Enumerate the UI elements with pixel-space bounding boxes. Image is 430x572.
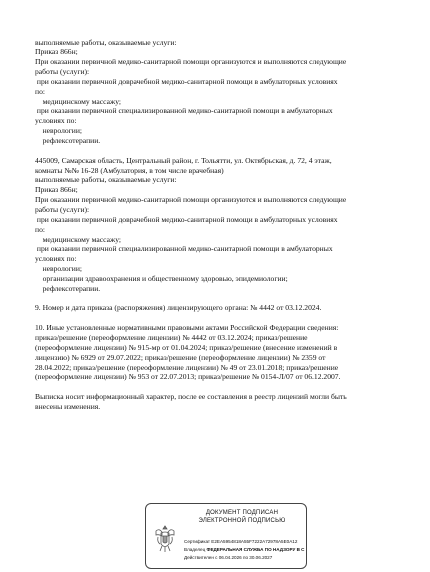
document-line: выполняемые работы, оказываемые услуги: bbox=[35, 37, 177, 47]
document-line: комнаты №№ 16-28 (Амбулатория, в том числе врачебная) bbox=[35, 165, 224, 175]
document-line: Приказ 866н; bbox=[35, 185, 78, 195]
document-line: по: bbox=[35, 224, 45, 234]
document-line: работы (услуги): bbox=[35, 204, 90, 214]
document-line: выполняемые работы, оказываемые услуги: bbox=[35, 175, 177, 185]
coat-of-arms-icon bbox=[152, 522, 178, 556]
document-line: Приказ 866н; bbox=[35, 47, 78, 57]
document-line: рефлексотерапии. bbox=[35, 283, 101, 293]
document-line: медицинскому массажу; bbox=[35, 234, 121, 244]
owner-label: Владелец bbox=[184, 547, 206, 552]
stamp-certificate-row bbox=[184, 539, 306, 545]
document-line: приказ/решение (переоформление лицензии) № 4442 от 03.12.2024; приказ/решение bbox=[35, 333, 308, 342]
document-line: при оказании первичной специализированной медико-санитарной помощи в амбулаторных bbox=[35, 244, 333, 254]
stamp-subtitle: ЭЛЕКТРОННОЙ ПОДПИСЬЮ bbox=[198, 518, 286, 524]
document-line: 10. Иные установленные нормативными правовыми актами Российской Федерации сведения: bbox=[35, 323, 339, 333]
document-line: (переоформление лицензии) № 915-мр от 01.04.2024; приказ/решение (внесение изменений в bbox=[35, 342, 338, 352]
document-line: при оказании первичной специализированной медико-санитарной помощи в амбулаторных bbox=[35, 106, 333, 116]
document-line: (переоформление лицензии) № 953 от 22.07.2013; приказ/решение № 0154-Л/07 от 06.12.2007. bbox=[35, 372, 341, 382]
document-line: при оказании первичной доврачебной медико-санитарной помощи в амбулаторных условиях bbox=[35, 214, 338, 224]
document-line: 9. Номер и дата приказа (распоряжения) лицензирующего органа: № 4442 от 03.12.2024. bbox=[35, 303, 322, 313]
document-line: работы (услуги): bbox=[35, 67, 90, 77]
stamp-title: ДОКУМЕНТ ПОДПИСАН bbox=[205, 510, 279, 516]
document-line: При оказании первичной медико-санитарной помощи организуются и выполняются следующие bbox=[35, 57, 347, 67]
certificate-value: E2EA5954818A55F7222A72978A5E0A12 bbox=[211, 539, 298, 544]
stamp-validity: Действителен с 06.04.2026 по 30.06.2027 bbox=[184, 555, 273, 560]
document-line: 28.04.2022; приказ/решение (переоформление лицензии) № 49 от 23.01.2018; приказ/решение bbox=[35, 362, 339, 372]
document-line: при оказании первичной доврачебной медико-санитарной помощи в амбулаторных условиях bbox=[35, 76, 338, 86]
electronic-signature-stamp bbox=[145, 503, 307, 569]
document-line: 445009, Самарская область, Центральный район, г. Тольятти, ул. Октябрьская, д. 72, 4 этаж, bbox=[35, 155, 332, 165]
document-line: условиях по: bbox=[35, 254, 77, 264]
document-line: организации здравоохранения и общественному здоровью, эпидемиологии; bbox=[35, 273, 288, 283]
document-line: неврологии; bbox=[35, 264, 83, 274]
document-line: Выписка носит информационный характер, после ее составления в реестр лицензий могли быть bbox=[35, 392, 347, 402]
document-line: по: bbox=[35, 86, 45, 96]
document-line: рефлексотерапии. bbox=[35, 136, 101, 145]
document-line: условиях по: bbox=[35, 116, 77, 126]
document-line: лицензию) № 6929 от 29.07.2022; приказ/решение (переоформление лицензии) № 2359 от bbox=[35, 352, 326, 362]
stamp-owner-row bbox=[184, 547, 306, 553]
document-line: При оказании первичной медико-санитарной помощи организуются и выполняются следующие bbox=[35, 195, 347, 205]
document-line: медицинскому массажу; bbox=[35, 96, 121, 106]
owner-value: ФЕДЕРАЛЬНАЯ СЛУЖБА ПО НАДЗОРУ В С bbox=[206, 547, 305, 552]
document-line: неврологии; bbox=[35, 126, 83, 136]
document-line: внесены изменения. bbox=[35, 401, 101, 411]
certificate-label: Сертификат bbox=[184, 539, 211, 544]
